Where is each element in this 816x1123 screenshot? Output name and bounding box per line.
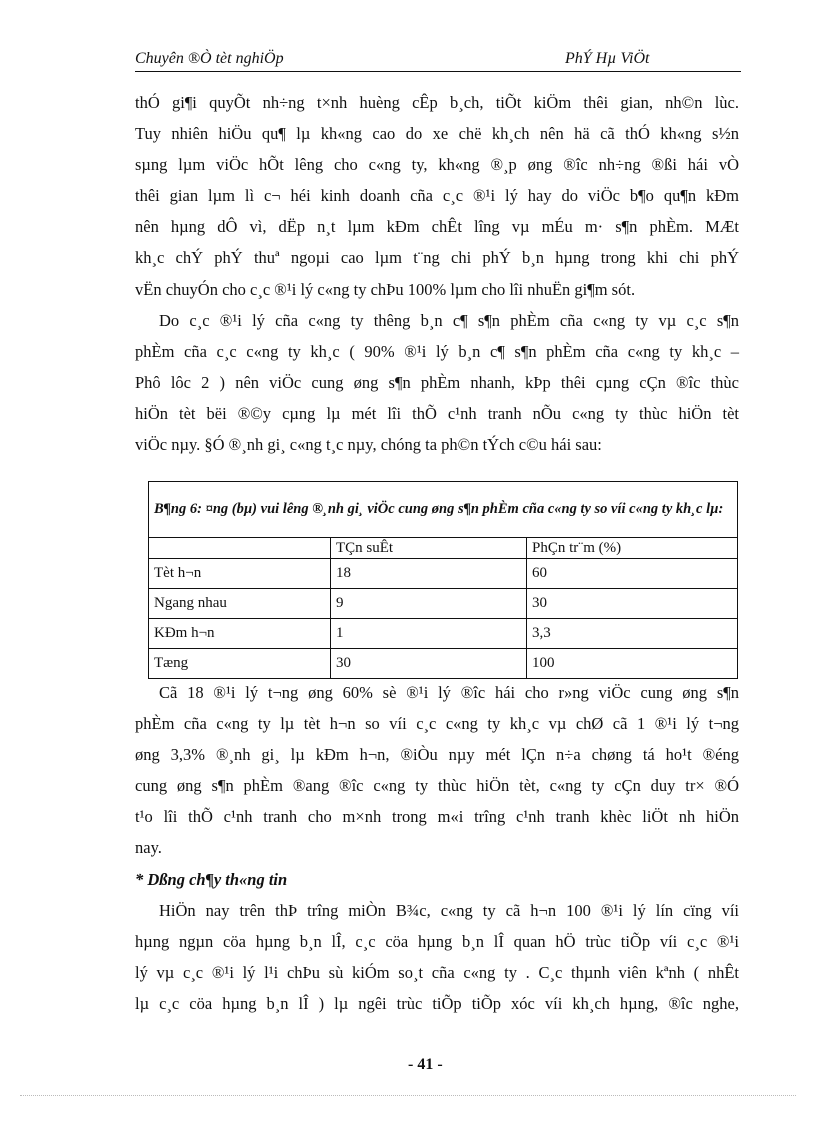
text-line: nên hµng dÔ vì, dËp n¸t lµm kÐm chÊt lîng vµ mÉu m· s¶n phÈm. MÆt bbox=[135, 217, 739, 237]
section-heading: * Dßng ch¶y th«ng tin bbox=[135, 870, 288, 889]
table-cell: 18 bbox=[331, 559, 527, 589]
text-line: lµ c¸c cöa hµng b¸n lÎ ) lµ ngêi trùc tiÕp tiÕp xóc víi kh¸ch hµng, ®îc nghe, bbox=[135, 994, 739, 1014]
table-cell: Ngang nhau bbox=[149, 589, 331, 619]
text-line: Tuy nhiên hiÖu qu¶ lµ kh«ng cao do xe chë kh¸ch nên hä cã thÓ kh«ng s½n bbox=[135, 124, 739, 144]
table-cell: 30 bbox=[331, 649, 527, 679]
table-caption: B¶ng 6: ¤ng (bµ) vui lêng ®¸nh gi¸ viÖc cung øng s¶n phÈm cña c«ng ty so víi c«ng ty kh¸c lµ: bbox=[149, 482, 738, 538]
text-line: viÖc nµy. §Ó ®¸nh gi¸ c«ng t¸c nµy, chóng ta ph©n tÝch c©u hái sau: bbox=[135, 435, 602, 455]
text-line: sµng lµm viÖc hÕt lêng cho c«ng ty, kh«ng ®¸p øng ®îc nh÷ng ®ßi hái vÒ bbox=[135, 155, 739, 175]
text-line: vËn chuyÓn cho c¸c ®¹i lý c«ng ty chÞu 100% lµm cho lîi nhuËn gi¶m sót. bbox=[135, 279, 636, 299]
paragraph-4 bbox=[135, 864, 739, 1019]
table-header-cell: PhÇn tr¨m (%) bbox=[527, 538, 738, 559]
text-line: Cã 18 ®¹i lý t¬ng øng 60% sè ®¹i lý ®îc hái cho r»ng viÖc cung øng s¶n bbox=[159, 683, 739, 702]
header-rule bbox=[135, 71, 741, 72]
table-cell: 100 bbox=[527, 649, 738, 679]
table-cell: KÐm h¬n bbox=[149, 619, 331, 649]
survey-table bbox=[148, 481, 738, 679]
text-line: hµng ngµn cöa hµng b¸n lÎ, c¸c cöa hµng b¸n lÎ quan hÖ trùc tiÕp víi c¸c ®¹i bbox=[135, 932, 739, 952]
table-cell: Tæng bbox=[149, 649, 331, 679]
table-row bbox=[149, 589, 738, 619]
table-cell: 1 bbox=[331, 619, 527, 649]
table-row bbox=[149, 559, 738, 589]
table-cell: 9 bbox=[331, 589, 527, 619]
text-line: HiÖn nay trên thÞ trîng miÒn B¾c, c«ng ty cã h¬n 100 ®¹i lý lín cïng víi bbox=[159, 901, 739, 921]
table-cell: 3,3 bbox=[527, 619, 738, 649]
text-line: t¹o lîi thÕ c¹nh tranh cho m×nh trong m«i trîng c¹nh tranh khèc liÖt nh hiÖn bbox=[135, 807, 739, 827]
paragraph-3 bbox=[135, 677, 739, 864]
text-line: hiÖn tèt bëi ®©y cµng lµ mét lîi thÕ c¹nh tranh nÕu c«ng ty thùc hiÖn tèt bbox=[135, 404, 739, 424]
text-line: phÈm cña c¸c c«ng ty kh¸c ( 90% ®¹i lý b¸n c¶ s¶n phÈm cña c«ng ty kh¸c – bbox=[135, 342, 739, 362]
table-cell: 60 bbox=[527, 559, 738, 589]
running-header bbox=[135, 48, 741, 70]
table-header-cell bbox=[149, 538, 331, 559]
paragraph-1 bbox=[135, 87, 739, 305]
table-row bbox=[149, 649, 738, 679]
table-cell: 30 bbox=[527, 589, 738, 619]
table-header-cell: TÇn suÊt bbox=[331, 538, 527, 559]
text-line: nay. bbox=[135, 838, 162, 858]
text-line: phÈm cña c«ng ty lµ tèt h¬n so víi c¸c c«ng ty kh¸c vµ chØ cã 1 ®¹i lý t¬ng bbox=[135, 714, 739, 734]
table-cell: Tèt h¬n bbox=[149, 559, 331, 589]
table-row bbox=[149, 619, 738, 649]
table-header-row bbox=[149, 538, 738, 559]
paragraph-2 bbox=[135, 305, 739, 460]
header-author-name: PhÝ Hµ ViÖt bbox=[565, 50, 650, 67]
text-line: thêi gian lµm lì c¬ héi kinh doanh cña c¸c ®¹i lý hay do viÖc b¶o qu¶n kÐm bbox=[135, 186, 739, 206]
header-thesis-title: Chuyên ®Ò tèt nghiÖp bbox=[135, 50, 284, 67]
text-line: Do c¸c ®¹i lý cña c«ng ty thêng b¸n c¶ s¶n phÈm cña c«ng ty vµ c¸c s¶n bbox=[159, 311, 739, 330]
page-number: - 41 - bbox=[408, 1056, 443, 1073]
text-line: øng 3,3% ®¸nh gi¸ lµ kÐm h¬n, ®iÒu nµy mét lÇn n÷a chøng tá ho¹t ®éng bbox=[135, 745, 739, 765]
footer-rule bbox=[20, 1095, 796, 1096]
text-line: cung øng s¶n phÈm ®ang ®îc c«ng ty thùc hiÖn tèt, c«ng ty cÇn duy tr× ®Ó bbox=[135, 776, 739, 796]
text-line: lý vµ c¸c ®¹i lý l¹i chÞu sù kiÓm so¸t cña c«ng ty . C¸c thµnh viên kªnh ( nhÊt bbox=[135, 963, 739, 983]
text-line: kh¸c chÝ phÝ thuª ngoµi cao lµm t¨ng chi phÝ b¸n hµng trong khi chi phÝ bbox=[135, 248, 739, 268]
text-line: thÓ gi¶i quyÕt nh÷ng t×nh huèng cÊp b¸ch, tiÕt kiÖm thêi gian, nh©n lùc. bbox=[135, 93, 739, 112]
text-line: Phô lôc 2 ) nên viÖc cung øng s¶n phÈm nhanh, kÞp thêi cµng cÇn ®îc thùc bbox=[135, 373, 739, 393]
